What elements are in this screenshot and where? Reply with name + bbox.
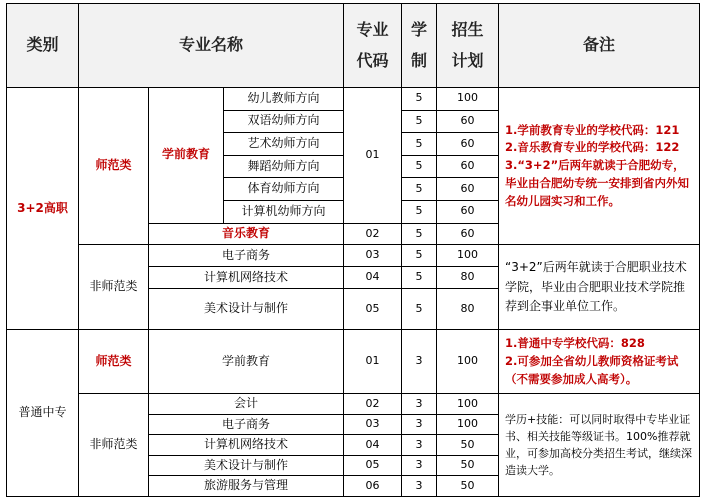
note-line: 2.可参加全省幼儿教师资格证考试（不需要参加成人高考）。: [505, 353, 679, 386]
table-row: [7, 245, 700, 267]
major-code: 01: [344, 88, 402, 224]
notes-non-teacher-3plus2: “3+2”后两年就读于合肥职业技术学院，毕业由合肥职业技术学院推荐到企事业单位工作。: [499, 245, 700, 330]
table-row: [7, 88, 700, 111]
enrollment-table: [6, 3, 700, 497]
major-code: 05: [344, 289, 402, 330]
group-non-teacher: 非师范类: [79, 394, 149, 497]
years-value: 5: [402, 223, 437, 245]
plan-value: 100: [437, 394, 499, 415]
major-code: 05: [344, 455, 402, 476]
header-notes: 备注: [499, 4, 700, 88]
plan-value: 60: [437, 133, 499, 156]
plan-value: 50: [437, 435, 499, 456]
plan-value: 60: [437, 223, 499, 245]
plan-value: 100: [437, 414, 499, 435]
major-code: 02: [344, 394, 402, 415]
header-major-name: 专业名称: [79, 4, 344, 88]
plan-value: 100: [437, 245, 499, 267]
plan-value: 60: [437, 155, 499, 178]
years-value: 3: [402, 330, 437, 394]
major-music: 音乐教育: [149, 223, 344, 245]
major-name: 美术设计与制作: [149, 455, 344, 476]
years-value: 3: [402, 435, 437, 456]
major-code: 06: [344, 476, 402, 497]
major-name: 学前教育: [149, 330, 344, 394]
direction-name: 幼儿教师方向: [224, 88, 344, 111]
group-teacher: 师范类: [79, 330, 149, 394]
major-code: 02: [344, 223, 402, 245]
header-category: 类别: [7, 4, 79, 88]
direction-name: 艺术幼师方向: [224, 133, 344, 156]
direction-name: 计算机幼师方向: [224, 200, 344, 223]
direction-name: 体育幼师方向: [224, 178, 344, 201]
direction-name: 舞蹈幼师方向: [224, 155, 344, 178]
header-code: 专业 代码: [344, 4, 402, 88]
years-value: 5: [402, 289, 437, 330]
years-value: 5: [402, 155, 437, 178]
group-non-teacher: 非师范类: [79, 245, 149, 330]
header-years: 学 制: [402, 4, 437, 88]
plan-value: 50: [437, 455, 499, 476]
note-line: 1.学前教育专业的学校代码：121: [505, 122, 680, 137]
years-value: 5: [402, 178, 437, 201]
plan-value: 60: [437, 178, 499, 201]
years-value: 5: [402, 133, 437, 156]
notes-non-teacher-secondary: 学历+技能：可以同时取得中专毕业证书、相关技能等级证书。100%推荐就业，可参加高校分类招生考试，继续深造读大学。: [499, 394, 700, 497]
years-value: 5: [402, 200, 437, 223]
years-value: 3: [402, 414, 437, 435]
major-preschool: 学前教育: [149, 88, 224, 224]
notes-teacher-secondary: [499, 330, 700, 394]
group-teacher: 师范类: [79, 88, 149, 245]
years-value: 3: [402, 394, 437, 415]
plan-value: 60: [437, 110, 499, 133]
major-code: 04: [344, 266, 402, 289]
major-name: 计算机网络技术: [149, 435, 344, 456]
major-name: 旅游服务与管理: [149, 476, 344, 497]
major-name: 电子商务: [149, 245, 344, 267]
plan-value: 100: [437, 88, 499, 111]
table-row: [7, 330, 700, 394]
years-value: 3: [402, 455, 437, 476]
years-value: 5: [402, 88, 437, 111]
table-row: [7, 394, 700, 415]
plan-value: 80: [437, 289, 499, 330]
note-line: 1.普通中专学校代码：828: [505, 336, 645, 351]
header-plan: 招生 计划: [437, 4, 499, 88]
note-line: 2.音乐教育专业的学校代码：122: [505, 140, 680, 155]
major-code: 03: [344, 245, 402, 267]
major-name: 美术设计与制作: [149, 289, 344, 330]
notes-teacher-3plus2: [499, 88, 700, 245]
note-line: 3.“3+2”后两年就读于合肥幼专，毕业由合肥幼专统一安排到省内外知名幼儿园实习和工作。: [505, 158, 689, 208]
direction-name: 双语幼师方向: [224, 110, 344, 133]
major-name: 电子商务: [149, 414, 344, 435]
major-code: 01: [344, 330, 402, 394]
plan-value: 50: [437, 476, 499, 497]
major-code: 04: [344, 435, 402, 456]
major-name: 会计: [149, 394, 344, 415]
years-value: 3: [402, 476, 437, 497]
plan-value: 60: [437, 200, 499, 223]
plan-value: 100: [437, 330, 499, 394]
category-3plus2: 3+2高职: [7, 88, 79, 330]
category-secondary: 普通中专: [7, 330, 79, 497]
plan-value: 80: [437, 266, 499, 289]
major-name: 计算机网络技术: [149, 266, 344, 289]
years-value: 5: [402, 245, 437, 267]
header-row: [7, 4, 700, 88]
major-code: 03: [344, 414, 402, 435]
years-value: 5: [402, 266, 437, 289]
years-value: 5: [402, 110, 437, 133]
